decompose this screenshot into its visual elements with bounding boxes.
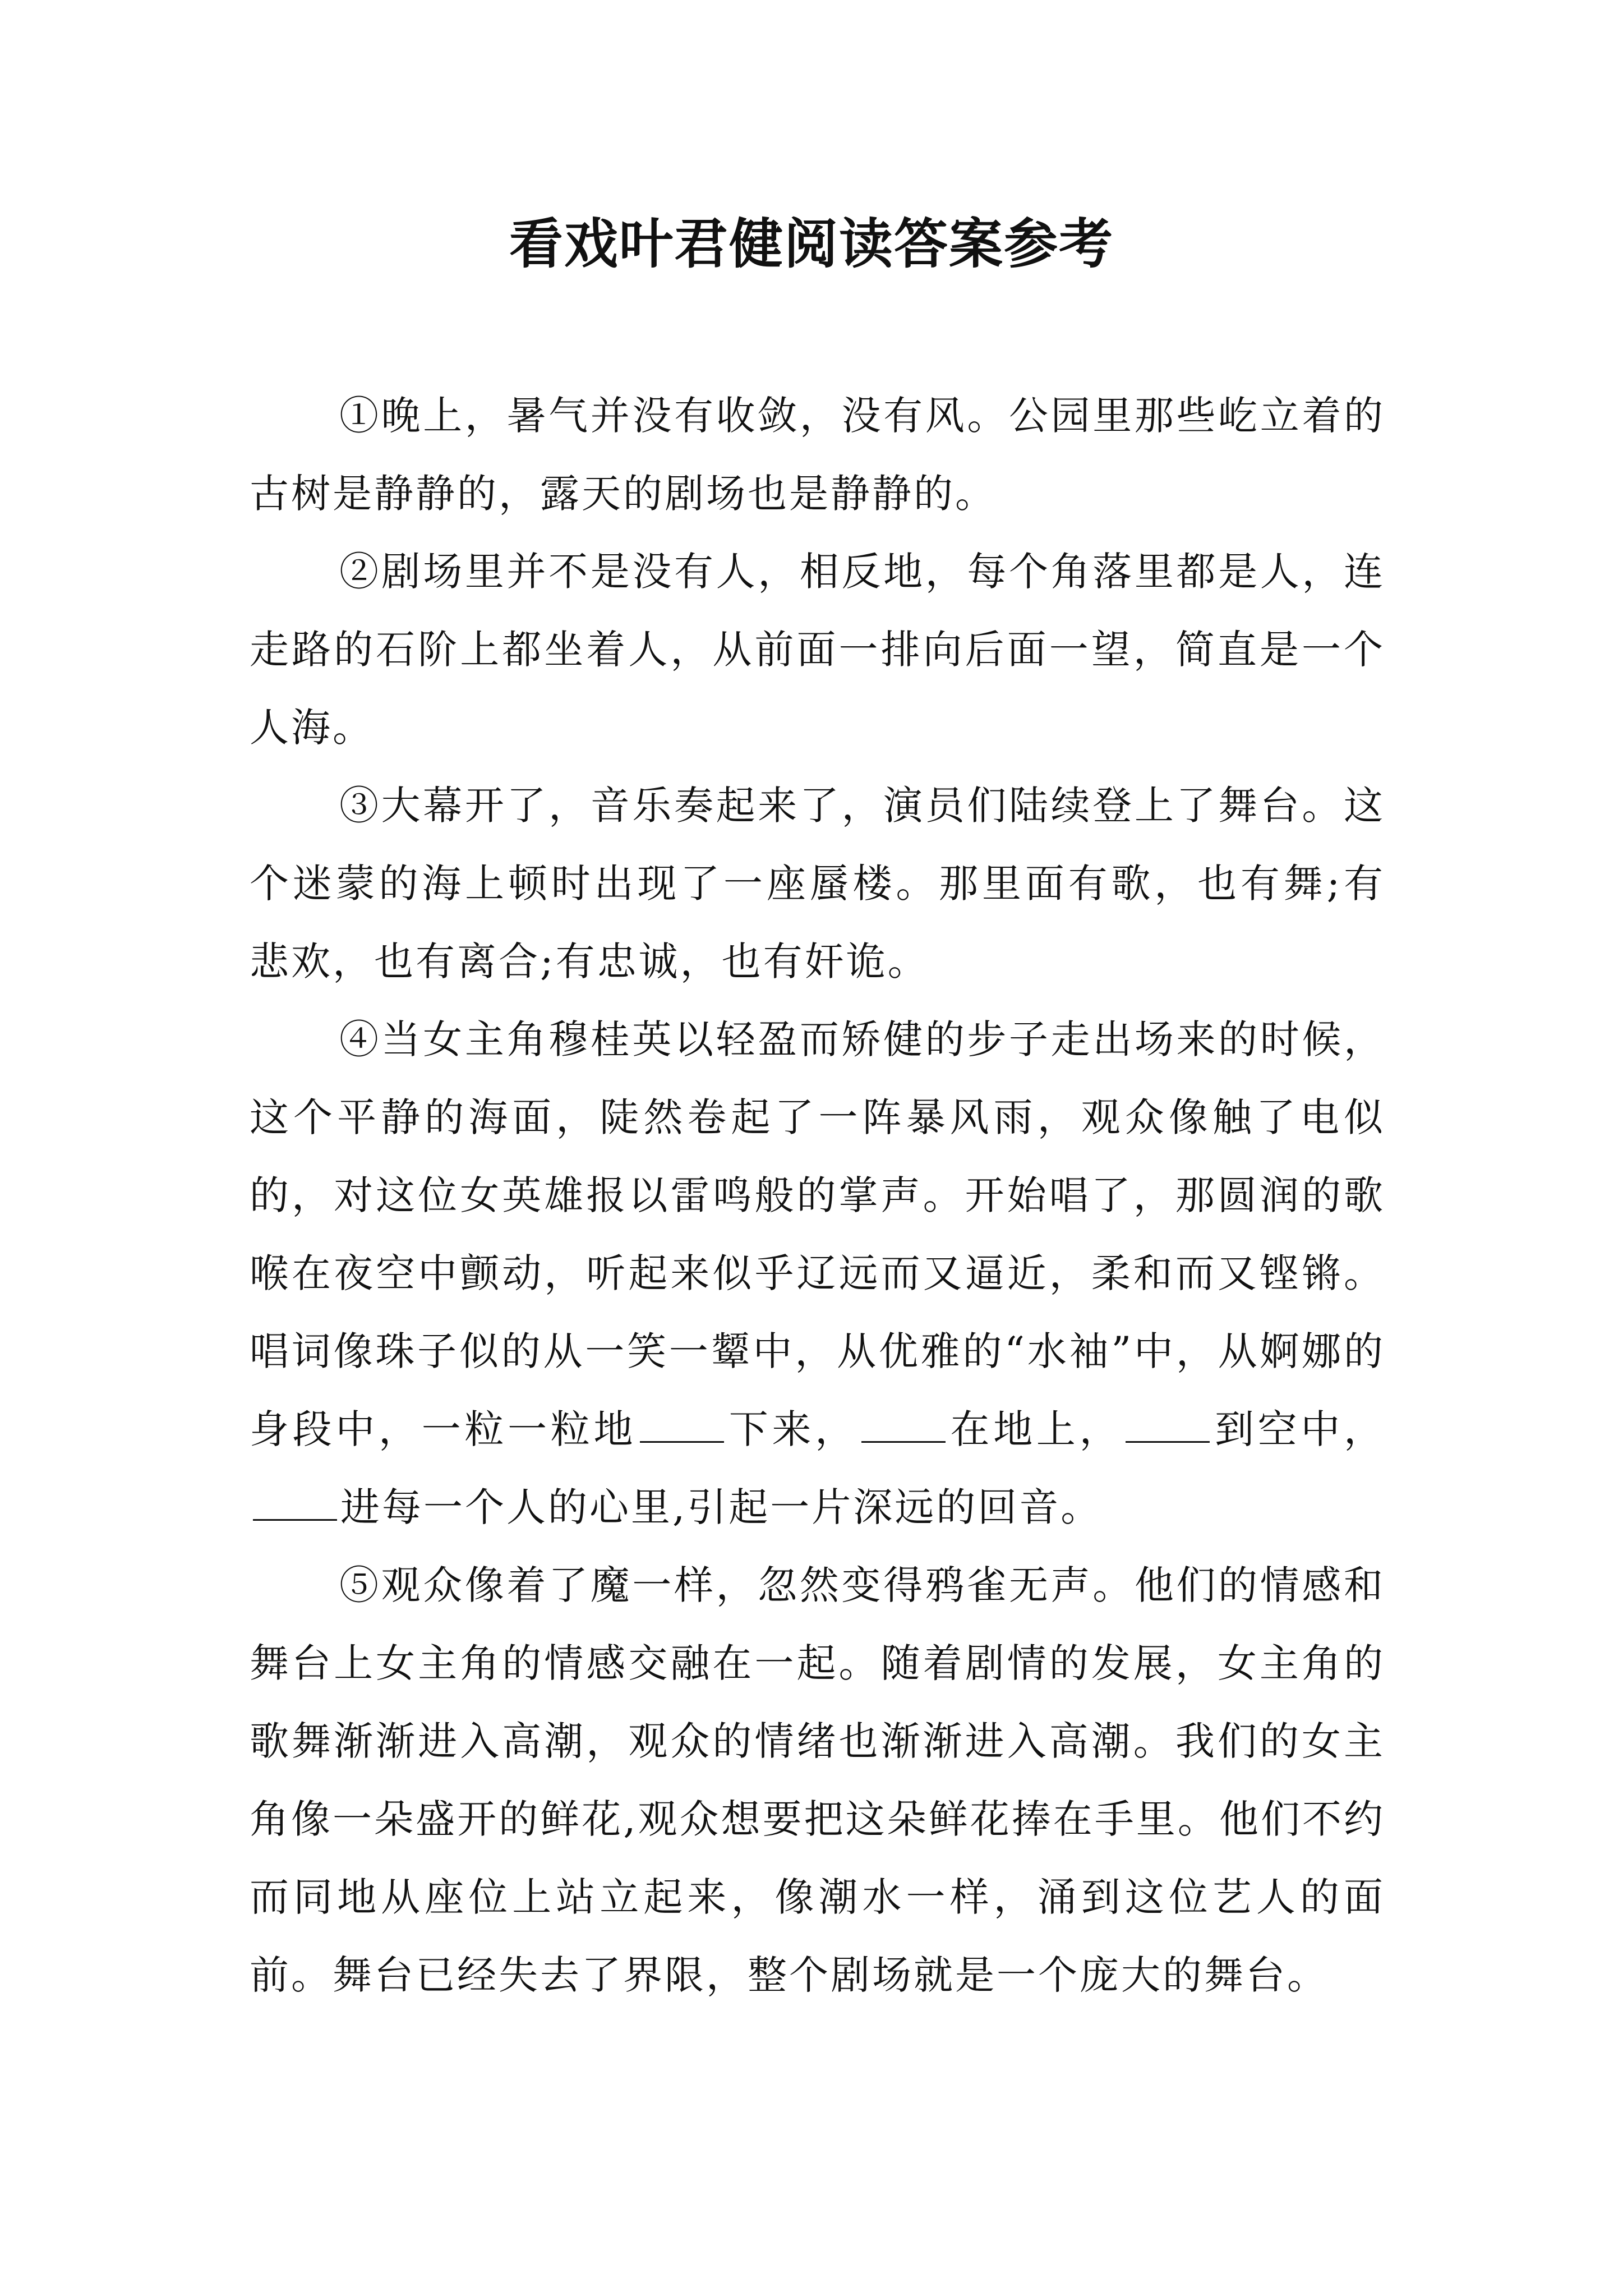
paragraph-4 bbox=[250, 1001, 1385, 1547]
paragraph-3: ③大幕开了，音乐奏起来了，演员们陆续登上了舞台。这个迷蒙的海上顿时出现了一座蜃楼。那里面有歌，也有舞;有悲欢，也有离合;有忠诚，也有奸诡。 bbox=[250, 783, 1385, 984]
paragraph-4-text-2: 下来， bbox=[727, 1406, 858, 1452]
fill-in-blank-1[interactable] bbox=[640, 1407, 724, 1443]
fill-in-blank-4[interactable] bbox=[253, 1485, 337, 1521]
document-body bbox=[250, 377, 1385, 2014]
paragraph-4-text-4: 到空中， bbox=[1213, 1406, 1386, 1452]
paragraph-2: ②剧场里并不是没有人，相反地，每个角落里都是人，连走路的石阶上都坐着人，从前面一排向后面一望，简直是一个人海。 bbox=[250, 549, 1385, 751]
document-title: 看戏叶君健阅读答案参考 bbox=[509, 212, 1114, 275]
fill-in-blank-2[interactable] bbox=[861, 1407, 946, 1443]
paragraph-1: ①晚上，暑气并没有收敛，没有风。公园里那些屹立着的古树是静静的，露天的剧场也是静静的。 bbox=[250, 393, 1385, 517]
fill-in-blank-3[interactable] bbox=[1126, 1407, 1210, 1443]
paragraph-5: ⑤观众像着了魔一样，忽然变得鸦雀无声。他们的情感和舞台上女主角的情感交融在一起。随着剧情的发展，女主角的歌舞渐渐进入高潮，观众的情绪也渐渐进入高潮。我们的女主角像一朵盛开的鲜花,观众想要把这朵鲜花捧在手里。他们不约而同地从座位上站立起来，像潮水一样，涌到这位艺人的面前。舞台已经失去了界限，整个剧场就是一个庞大的舞台。 bbox=[250, 1562, 1385, 1998]
paragraph-4-text-3: 在地上， bbox=[948, 1406, 1123, 1452]
paragraph-4-text-1: ④当女主角穆桂英以轻盈而矫健的步子走出场来的时候，这个平静的海面，陡然卷起了一阵暴风雨，观众像触了电似的，对这位女英雄报以雷鸣般的掌声。开始唱了，那圆润的歌喉在夜空中颤动，听起来似乎辽远而又逼近，柔和而又铿锵。唱词像珠子似的从一笑一颦中，从优雅的“水袖”中，从婀娜的身段中，一粒一粒地 bbox=[250, 1016, 1385, 1452]
paragraph-4-text-5: 进每一个人的心里,引起一片深远的回音。 bbox=[340, 1484, 1103, 1530]
